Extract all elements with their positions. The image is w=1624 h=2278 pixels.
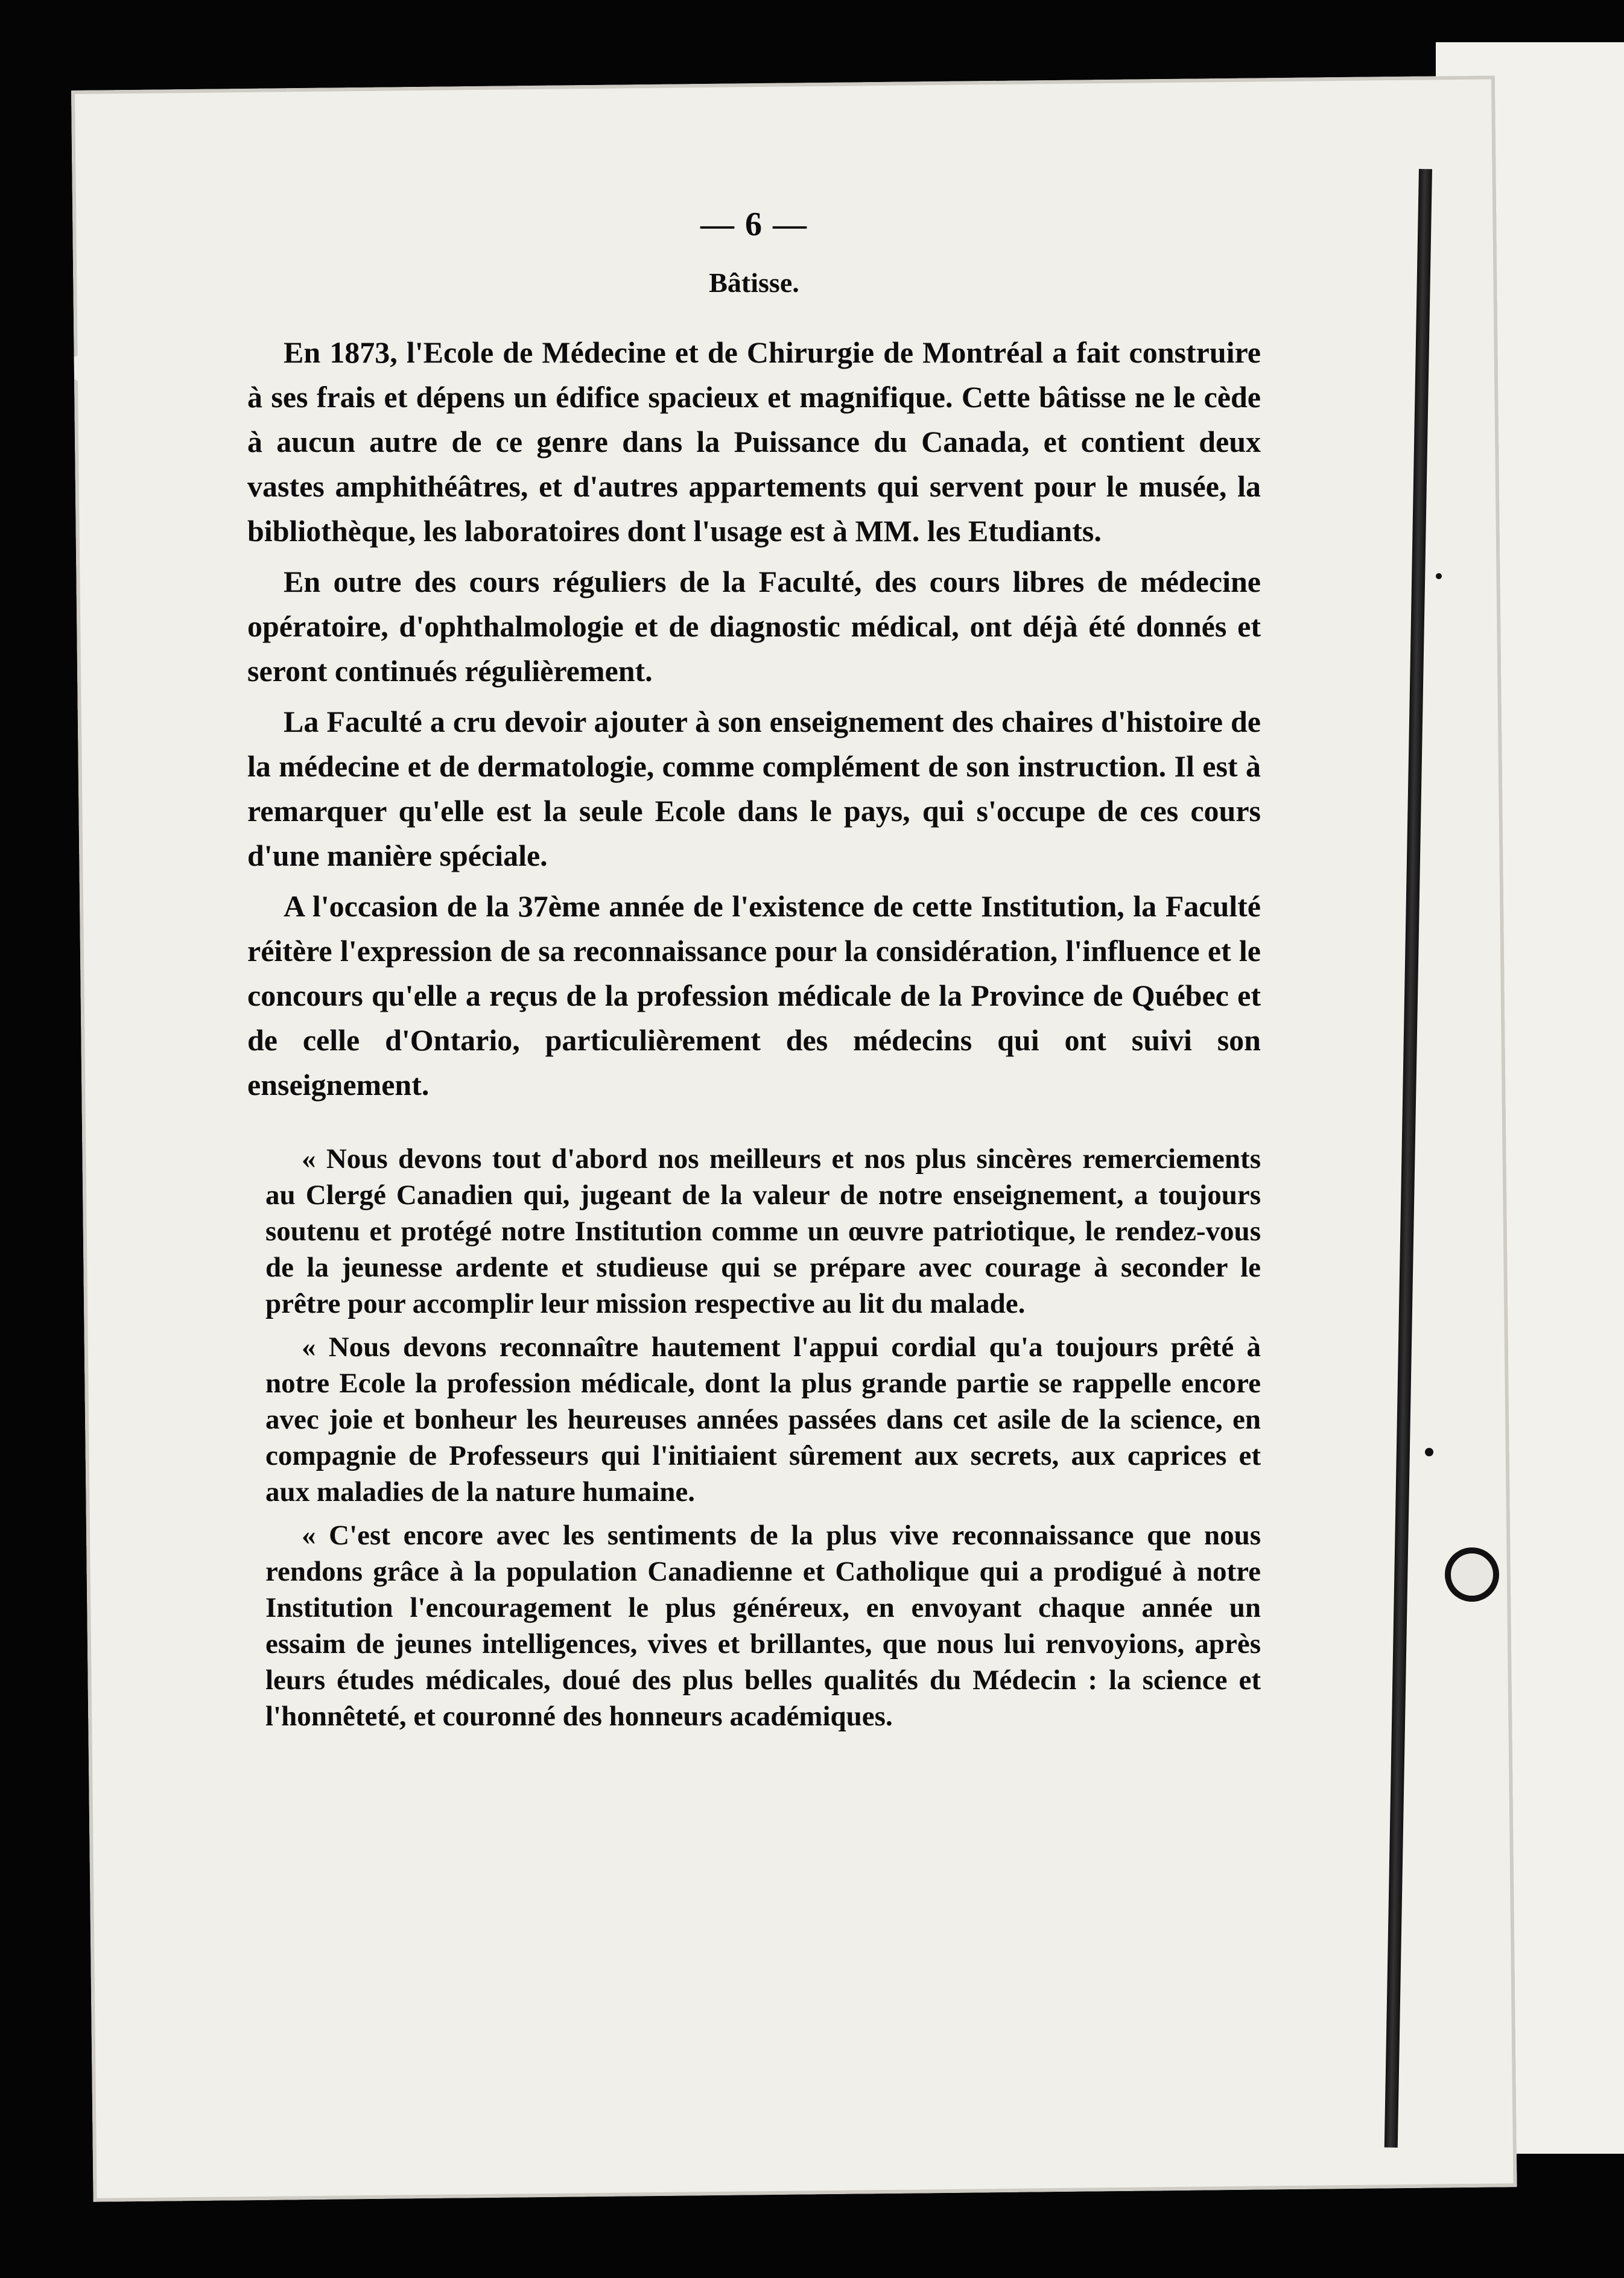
paragraph: En outre des cours réguliers de la Faculté, des cours libres de médecine opératoire, d'ophthalmologie et de diagnostic médical, ont déjà été donnés et seront continués régulièrement.: [247, 565, 1261, 688]
paragraph: A l'occasion de la 37ème année de l'existence de cette Institution, la Faculté réitère l'expression de sa reconnaissance pour la considération, l'influence et le concours qu'elle a reçus de la profession médicale de la Province de Québec et de celle d'Ontario, particulièrement des médecins qui ont suivi son enseignement.: [247, 889, 1261, 1102]
quote-paragraph: « Nous devons tout d'abord nos meilleurs et nos plus sincères remerciements au Clergé Canadien qui, jugeant de la valeur de notre enseignement, a toujours soutenu et protégé notre Institution comme un œuvre patriotique, le rendez-vous de la jeunesse ardente et studieuse qui se prépare avec courage à seconder le prêtre pour accomplir leur mission respective au lit du malade.: [265, 1143, 1261, 1319]
ink-speck: [1436, 573, 1442, 579]
quote-paragraph: « Nous devons reconnaître hautement l'appui cordial qu'a toujours prêté à notre Ecole la profession médicale, dont la plus grande partie se rappelle encore avec joie et bonheur les heureuses années passées dans cet asile de la science, en compagnie de Professeurs qui l'initiaient sûrement aux secrets, aux caprices et aux maladies de la nature humaine.: [265, 1331, 1261, 1508]
page-corner-mark: [74, 350, 94, 386]
paragraph: La Faculté a cru devoir ajouter à son enseignement des chaires d'histoire de la médecine et de dermatologie, comme complément de son instruction. Il est à remarquer qu'elle est la seule Ecole dans le pays, qui s'occupe de ces cours d'une manière spéciale.: [247, 705, 1261, 872]
page-number: — 6 —: [700, 206, 808, 243]
section-title: Bâtisse.: [709, 267, 799, 298]
binding-knot: [1445, 1547, 1499, 1602]
quote-paragraph: « C'est encore avec les sentiments de la plus vive reconnaissance que nous rendons grâce à la population Canadienne et Catholique qui a prodigué à notre Institution l'encouragement le plus généreux, en envoyant chaque année un essaim de jeunes intelligences, vives et brillantes, que nous lui renvoyions, après leurs études médicales, doué des plus belles qualités du Médecin : la science et l'honnêteté, et couronné des honneurs académiques.: [265, 1520, 1261, 1732]
ink-speck: [1425, 1448, 1433, 1456]
paragraph: En 1873, l'Ecole de Médecine et de Chirurgie de Montréal a fait construire à ses frais et dépens un édifice spacieux et magnifique. Cette bâtisse ne le cède à aucun autre de ce genre dans la Puissance du Canada, et contient deux vastes amphithéâtres, et d'autres appartements qui servent pour le musée, la bibliothèque, les laboratoires dont l'usage est à MM. les Etudiants.: [247, 335, 1261, 548]
page-text: [247, 205, 1261, 1742]
